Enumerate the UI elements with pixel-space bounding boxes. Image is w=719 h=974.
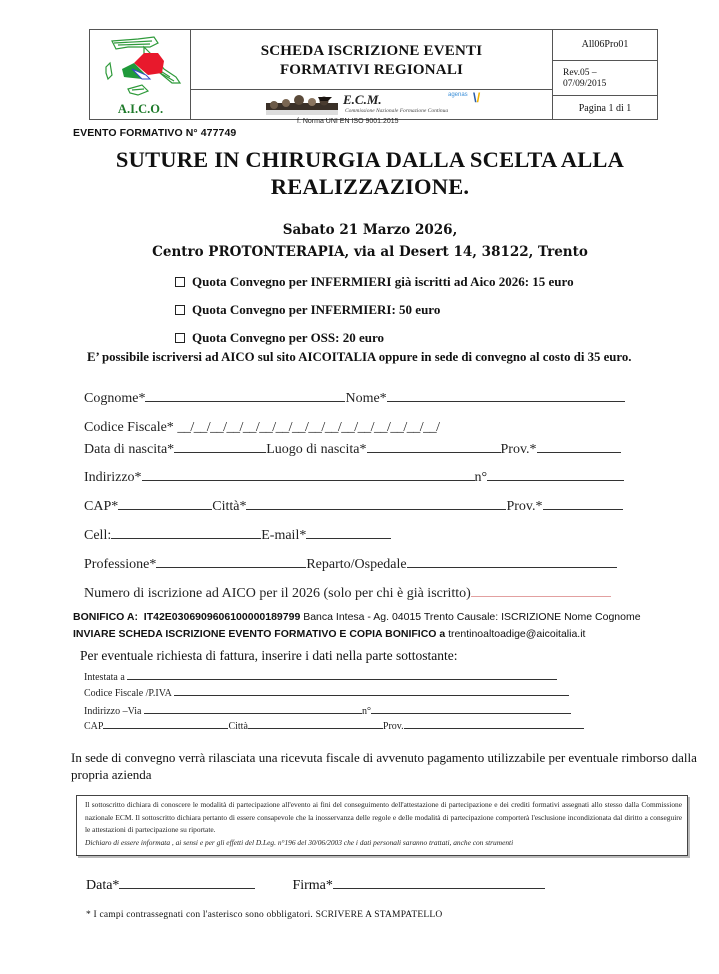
revision-cell	[553, 61, 657, 96]
invoice-citta-label: Città	[228, 721, 248, 732]
reparto-field[interactable]	[407, 567, 617, 568]
disclaimer-box	[76, 795, 688, 856]
send-email-link[interactable]: trentinoaltoadige@aicoitalia.it	[448, 628, 586, 640]
ecm-banner-cell	[191, 90, 553, 125]
aico-number-row	[84, 586, 611, 602]
document-code: All06Pro01	[553, 30, 657, 61]
firma-label: Firma*	[292, 878, 333, 893]
numero-aico-label: Numero di iscrizione ad AICO per il 2026 (solo per chi è già iscritto)	[84, 586, 471, 601]
professione-label: Professione*	[84, 557, 157, 572]
send-label: INVIARE SCHEDA ISCRIZIONE EVENTO FORMATIVO E COPIA BONIFICO a	[73, 628, 446, 640]
nome-label: Nome*	[345, 391, 387, 406]
form-title-line-2: FORMATIVI REGIONALI	[279, 62, 464, 78]
fee-label: Quota Convegno per OSS: 20 euro	[192, 330, 385, 345]
codice-fiscale-row	[84, 420, 440, 436]
nome-field[interactable]	[387, 401, 625, 402]
bank-details: Banca Intesa - Ag. 04015 Trento Causale: ISCRIZIONE Nome Cognome	[303, 611, 641, 623]
data-field[interactable]	[119, 888, 255, 889]
data-nascita-field[interactable]	[174, 452, 266, 453]
profession-row	[84, 557, 617, 573]
intestata-label: Intestata a	[84, 672, 125, 683]
invoice-prov-label: Prov.	[382, 721, 404, 732]
disclaimer-text: Il sottoscritto dichiara di conoscere le modalità di partecipazione all'evento ai fini del conseguimento dell'attestazione di partecipazione e dei crediti formativi assegnati allo stesso dalla Commissione nazionale ECM. Il sottoscritto dichiara pertanto di essere consapevole che la inosservanza delle regole e delle modalità di partecipazione comporterà l'esclusione incondizionata dal diritto a conseguire le attestazioni di partecipazione su riportate.	[85, 800, 682, 834]
prov-nascita-field[interactable]	[537, 452, 621, 453]
prov-field[interactable]	[543, 509, 623, 510]
invoice-numero-field[interactable]	[371, 713, 571, 714]
form-title-cell	[191, 30, 553, 90]
event-venue: Centro PROTONTERAPIA, via al Desert 14, 38122, Trento	[152, 244, 588, 260]
invoice-address-row	[84, 706, 571, 717]
aico-italy-logo-icon	[98, 33, 183, 101]
fee-checkbox[interactable]	[175, 333, 185, 343]
professione-field[interactable]	[156, 567, 306, 568]
cap-label: CAP*	[84, 499, 119, 514]
receipt-note: In sede di convegno verrà rilasciata una ricevuta fiscale di avvenuto pagamento utilizzabile per eventuale rimborso dalla propria azienda	[71, 750, 697, 782]
event-number: EVENTO FORMATIVO N° 477749	[73, 127, 237, 139]
required-fields-footnote: * I campi contrassegnati con l'asterisco sono obbligatori. SCRIVERE A STAMPATELLO	[86, 910, 443, 920]
send-instructions	[73, 628, 585, 640]
birth-row	[84, 442, 621, 458]
cf-piva-field[interactable]	[174, 695, 569, 696]
page-number: Pagina 1 di 1	[578, 103, 632, 114]
cell-field[interactable]	[111, 538, 261, 539]
privacy-text: Dichiaro di essere informata , ai sensi e per gli effetti del D.Leg. n°196 del 30/06/2003 che i dati personali saranno trattati, anche con strumenti	[85, 837, 514, 847]
fee-label: Quota Convegno per INFERMIERI: 50 euro	[192, 302, 441, 317]
agenas-logo-icon: \/	[473, 90, 481, 105]
iso-norma-text: f. Norma UNI EN ISO 9001:2015	[297, 118, 399, 125]
form-title-line-1: SCHEDA ISCRIZIONE EVENTI	[260, 43, 483, 59]
agenas-logo-text: agenas	[448, 92, 468, 98]
invoice-cap-label: CAP	[84, 721, 104, 732]
invoice-prov-field[interactable]	[404, 728, 584, 729]
cognome-field[interactable]	[145, 401, 345, 402]
invoice-city-row	[84, 721, 584, 732]
event-title-line-1: SUTURE IN CHIRURGIA DALLA SCELTA ALLA	[115, 147, 625, 172]
cognome-label: Cognome*	[84, 391, 146, 406]
luogo-nascita-field[interactable]	[367, 452, 501, 453]
city-row	[84, 499, 623, 515]
codice-fiscale-field[interactable]: __/__/__/__/__/__/__/__/__/__/__/__/__/__/__/__/	[177, 420, 440, 435]
reparto-label: Reparto/Ospedale	[306, 557, 407, 572]
intestata-field[interactable]	[127, 679, 557, 680]
indirizzo-label: Indirizzo*	[84, 470, 142, 485]
signature-row	[86, 878, 545, 894]
revision-line-1: Rev.05 –	[563, 68, 597, 78]
data-label: Data*	[86, 878, 120, 893]
fee-checkbox[interactable]	[175, 277, 185, 287]
cap-field[interactable]	[118, 509, 212, 510]
ecm-painting-image-icon	[266, 95, 338, 115]
aico-membership-note: E’ possibile iscriversi ad AICO sul sito AICOITALIA oppure in sede di convegno al costo di 35 euro.	[87, 350, 632, 364]
revision-line-2: 07/09/2015	[563, 79, 607, 89]
prov-label: Prov.*	[506, 499, 543, 514]
ecm-subtitle: Commissione Nazionale Formazione Continua	[345, 108, 449, 114]
iban: IT42E0306909606100000189799	[143, 611, 301, 623]
contact-row	[84, 528, 391, 544]
codice-fiscale-label: Codice Fiscale*	[84, 420, 174, 435]
event-title	[70, 146, 670, 200]
invoice-intestata-row	[84, 672, 557, 683]
address-row	[84, 470, 624, 486]
event-title-line-2: REALIZZAZIONE.	[270, 174, 470, 199]
data-nascita-label: Data di nascita*	[84, 442, 175, 457]
document-header	[89, 29, 658, 125]
firma-field[interactable]	[333, 888, 545, 889]
aico-logo-text: A.I.C.O.	[117, 102, 164, 116]
cell-label: Cell:	[84, 528, 112, 543]
ecm-title: E.C.M.	[343, 92, 382, 107]
invoice-citta-field[interactable]	[248, 728, 383, 729]
bonifico-info	[73, 611, 641, 623]
luogo-nascita-label: Luogo di nascita*	[266, 442, 367, 457]
name-row	[84, 391, 625, 407]
citta-field[interactable]	[246, 509, 506, 510]
invoice-intro: Per eventuale richiesta di fattura, inserire i dati nella parte sottostante:	[80, 648, 458, 663]
invoice-cf-row	[84, 688, 569, 699]
invoice-indirizzo-field[interactable]	[144, 713, 362, 714]
email-label: E-mail*	[261, 528, 307, 543]
bonifico-label: BONIFICO A:	[73, 611, 138, 623]
invoice-indirizzo-label: Indirizzo –Via	[84, 706, 142, 717]
fee-label: Quota Convegno per INFERMIERI già iscritti ad Aico 2026: 15 euro	[192, 274, 574, 289]
fee-option-oss[interactable]	[175, 330, 384, 346]
email-field[interactable]	[306, 538, 391, 539]
fee-checkbox[interactable]	[175, 305, 185, 315]
cf-piva-label: Codice Fiscale /P.IVA	[84, 688, 172, 699]
invoice-numero-label: n°	[361, 706, 371, 717]
numero-aico-field[interactable]	[471, 596, 611, 597]
fee-option-members[interactable]	[175, 274, 574, 290]
fee-option-nurses[interactable]	[175, 302, 440, 318]
invoice-cap-field[interactable]	[103, 728, 228, 729]
indirizzo-field[interactable]	[142, 480, 475, 481]
prov-nascita-label: Prov.*	[500, 442, 537, 457]
event-date: Sabato 21 Marzo 2026,	[282, 222, 458, 238]
numero-field[interactable]	[487, 480, 624, 481]
numero-label: n°	[474, 470, 488, 485]
citta-label: Città*	[212, 499, 247, 514]
aico-logo-cell	[90, 30, 191, 119]
